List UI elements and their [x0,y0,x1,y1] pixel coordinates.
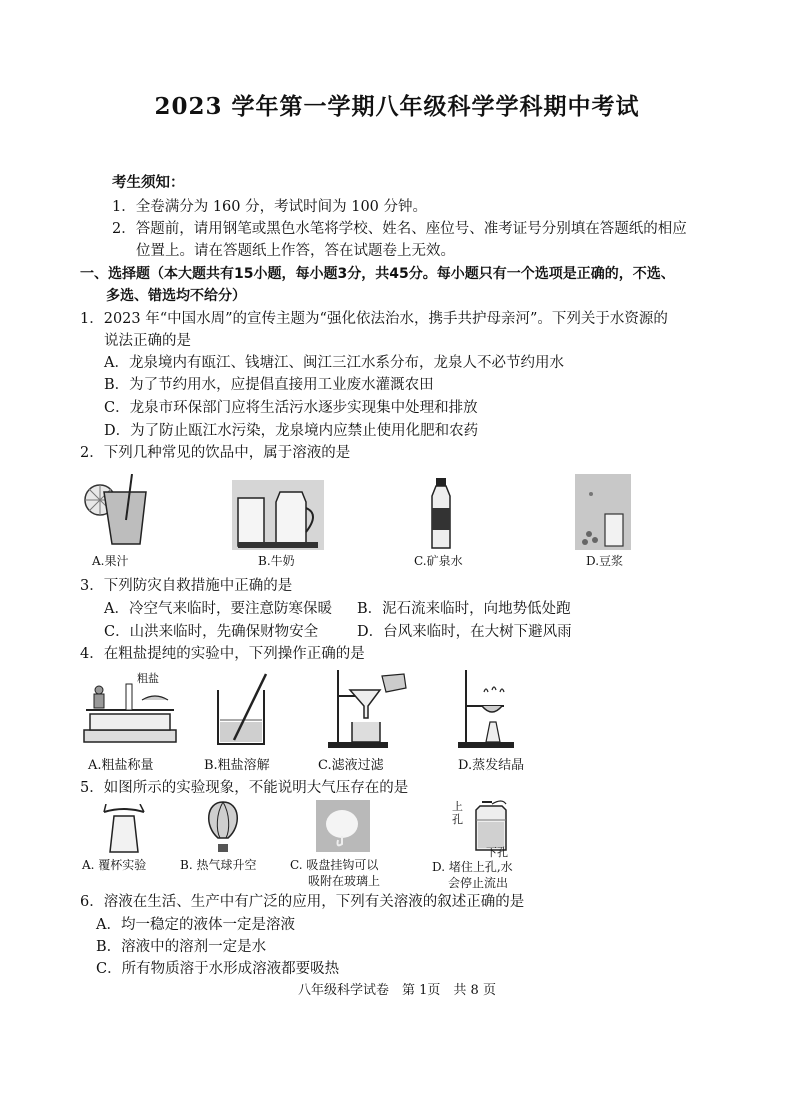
juice-image [82,474,152,550]
label-top-hole-2: 孔 [452,813,463,826]
notice-item-1: 1．全卷满分为 160 分，考试时间为 100 分钟。 [112,199,428,215]
q3-option-c: C．山洪来临时，先确保财物安全 [104,624,319,640]
q2-stem: 2．下列几种常见的饮品中，属于溶液的是 [80,445,351,461]
q2-caption-b: B.牛奶 [258,554,295,568]
balance-image [80,670,180,750]
notice-heading: 考生须知： [112,174,185,191]
q4-caption-a: A.粗盐称量 [88,758,154,773]
q3-option-b: B．泥石流来临时，向地势低处跑 [357,601,571,617]
q1-option-c: C．龙泉市环保部门应将生活污水逐步实现集中处理和排放 [104,400,478,416]
q6-stem: 6．溶液在生活、生产中有广泛的应用，下列有关溶液的叙述正确的是 [80,894,525,910]
evaporation-image [452,666,522,750]
q2-caption-a: A.果汁 [92,554,129,568]
q1-stem-cont: 说法正确的是 [104,333,191,349]
q5-caption-a: A. 覆杯实验 [82,858,147,872]
q4-caption-b: B.粗盐溶解 [204,758,270,773]
label-bottom-hole: 下孔 [486,846,508,859]
q5-caption-c-cont: 吸附在玻璃上 [308,874,381,888]
q1-option-a: A．龙泉境内有瓯江、钱塘江、闽江三江水系分布，龙泉人不必节约用水 [104,355,564,371]
q4-caption-c: C.滤液过滤 [318,758,384,773]
page-title: 2023 学年第一学期八年级科学学科期中考试 [154,93,640,120]
soy-milk-image [575,474,631,550]
q5-caption-d-cont: 会停止流出 [448,876,509,890]
milk-image [232,480,324,550]
label-salt: 粗盐 [137,672,159,685]
q6-option-a: A．均一稳定的液体一定是溶液 [96,917,295,933]
section-heading-cont: 多选、错选均不给分） [106,288,246,304]
q3-stem: 3．下列防灾自救措施中正确的是 [80,578,293,594]
q5-caption-c: C. 吸盘挂钩可以 [290,858,379,872]
hot-air-balloon-image [204,800,242,854]
q2-caption-d: D.豆浆 [586,554,624,568]
label-top-hole-1: 上 [452,800,463,813]
q1-option-d: D．为了防止瓯江水污染，龙泉境内应禁止使用化肥和农药 [104,423,479,439]
q4-caption-d: D.蒸发结晶 [458,758,525,773]
dissolving-image [212,670,276,750]
q5-stem: 5．如图所示的实验现象，不能说明大气压存在的是 [80,780,409,796]
q6-option-b: B．溶液中的溶剂一定是水 [96,939,267,955]
notice-item-2: 2．答题前，请用钢笔或黑色水笔将学校、姓名、座位号、准考证号分别填在答题纸的相应 [112,221,687,237]
q5-caption-b: B. 热气球升空 [180,858,257,872]
q3-option-a: A．冷空气来临时，要注意防寒保暖 [104,601,332,617]
q4-stem: 4．在粗盐提纯的实验中，下列操作正确的是 [80,646,365,662]
suction-hook-image [316,800,370,852]
cup-experiment-image [100,804,146,854]
q1-option-b: B．为了节约用水，应提倡直接用工业废水灌溉农田 [104,377,434,393]
q6-option-c: C．所有物质溶于水形成溶液都要吸热 [96,961,340,977]
filtration-image [320,666,412,750]
notice-item-2-cont: 位置上。请在答题纸上作答，答在试题卷上无效。 [136,243,455,259]
page-footer: 八年级科学试卷 第 1页 共 8 页 [298,983,496,998]
q5-caption-d: D. 堵住上孔,水 [432,860,513,874]
section-heading: 一、选择题（本大题共有15小题，每小题3分，共45分。每小题只有一个选项是正确的，不选、 [80,266,675,282]
mineral-water-image [426,478,456,550]
q2-caption-c: C.矿泉水 [414,554,463,568]
q1-stem: 1．2023 年“中国水周”的宣传主题为“强化依法治水，携手共护母亲河”。下列关于水资源的 [80,311,668,327]
q3-option-d: D．台风来临时，在大树下避风雨 [357,624,572,640]
